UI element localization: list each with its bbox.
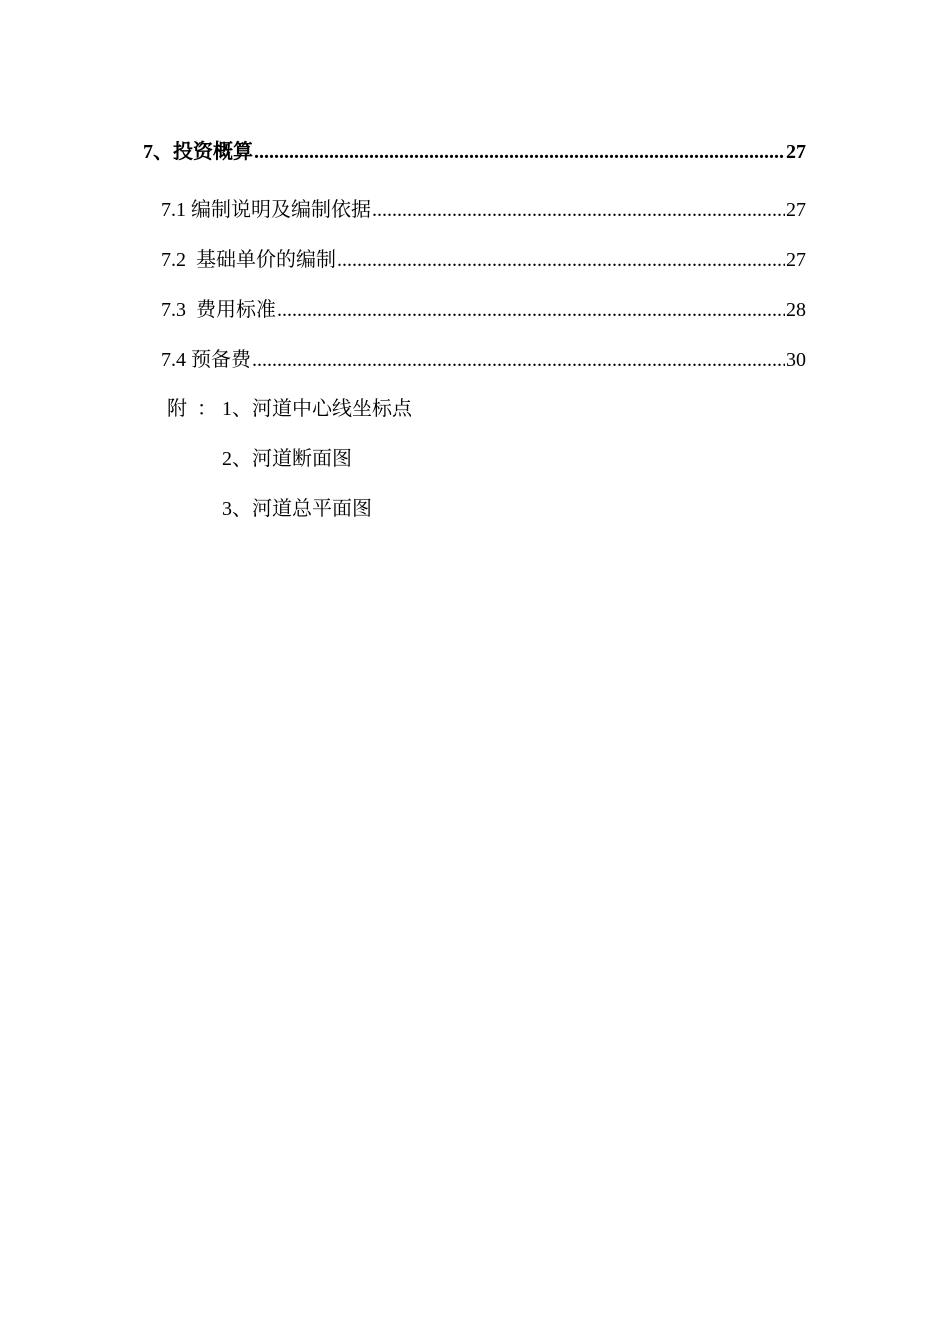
toc-page-number: 30 bbox=[786, 349, 806, 371]
appendix-label: 附 ： bbox=[167, 398, 217, 420]
toc-chapter-7[interactable] bbox=[143, 140, 806, 164]
toc-section-title: 基础单价的编制 bbox=[196, 249, 336, 271]
toc-section-7-4[interactable] bbox=[161, 348, 806, 372]
appendix-item-1-row bbox=[167, 397, 412, 421]
toc-section-title: 编制说明及编制依据 bbox=[191, 199, 371, 221]
appendix-item-2-row bbox=[222, 447, 352, 471]
toc-section-number: 7.3 bbox=[161, 299, 196, 321]
appendix-item: 3、河道总平面图 bbox=[222, 498, 372, 520]
toc-section-title: 费用标准 bbox=[196, 299, 276, 321]
toc-leader-dots bbox=[372, 198, 785, 222]
toc-section-title: 预备费 bbox=[191, 349, 251, 371]
toc-leader-dots bbox=[277, 298, 785, 322]
appendix-item: 1、河道中心线坐标点 bbox=[222, 398, 412, 420]
appendix-item: 2、河道断面图 bbox=[222, 448, 352, 470]
toc-section-7-3[interactable] bbox=[161, 298, 806, 322]
toc-leader-dots bbox=[252, 348, 785, 372]
toc-leader-dots bbox=[254, 140, 785, 164]
toc-section-7-1[interactable] bbox=[161, 198, 806, 222]
toc-page-number: 27 bbox=[786, 141, 806, 163]
toc-section-number: 7.1 bbox=[161, 199, 191, 221]
toc-chapter-number: 7、 bbox=[143, 141, 173, 163]
toc-page-number: 28 bbox=[786, 299, 806, 321]
appendix-item-3-row bbox=[222, 497, 372, 521]
toc-page-number: 27 bbox=[786, 249, 806, 271]
toc-section-number: 7.2 bbox=[161, 249, 196, 271]
toc-section-number: 7.4 bbox=[161, 349, 191, 371]
toc-leader-dots bbox=[337, 248, 785, 272]
toc-section-7-2[interactable] bbox=[161, 248, 806, 272]
toc-chapter-title: 投资概算 bbox=[173, 141, 253, 163]
toc-page-number: 27 bbox=[786, 199, 806, 221]
